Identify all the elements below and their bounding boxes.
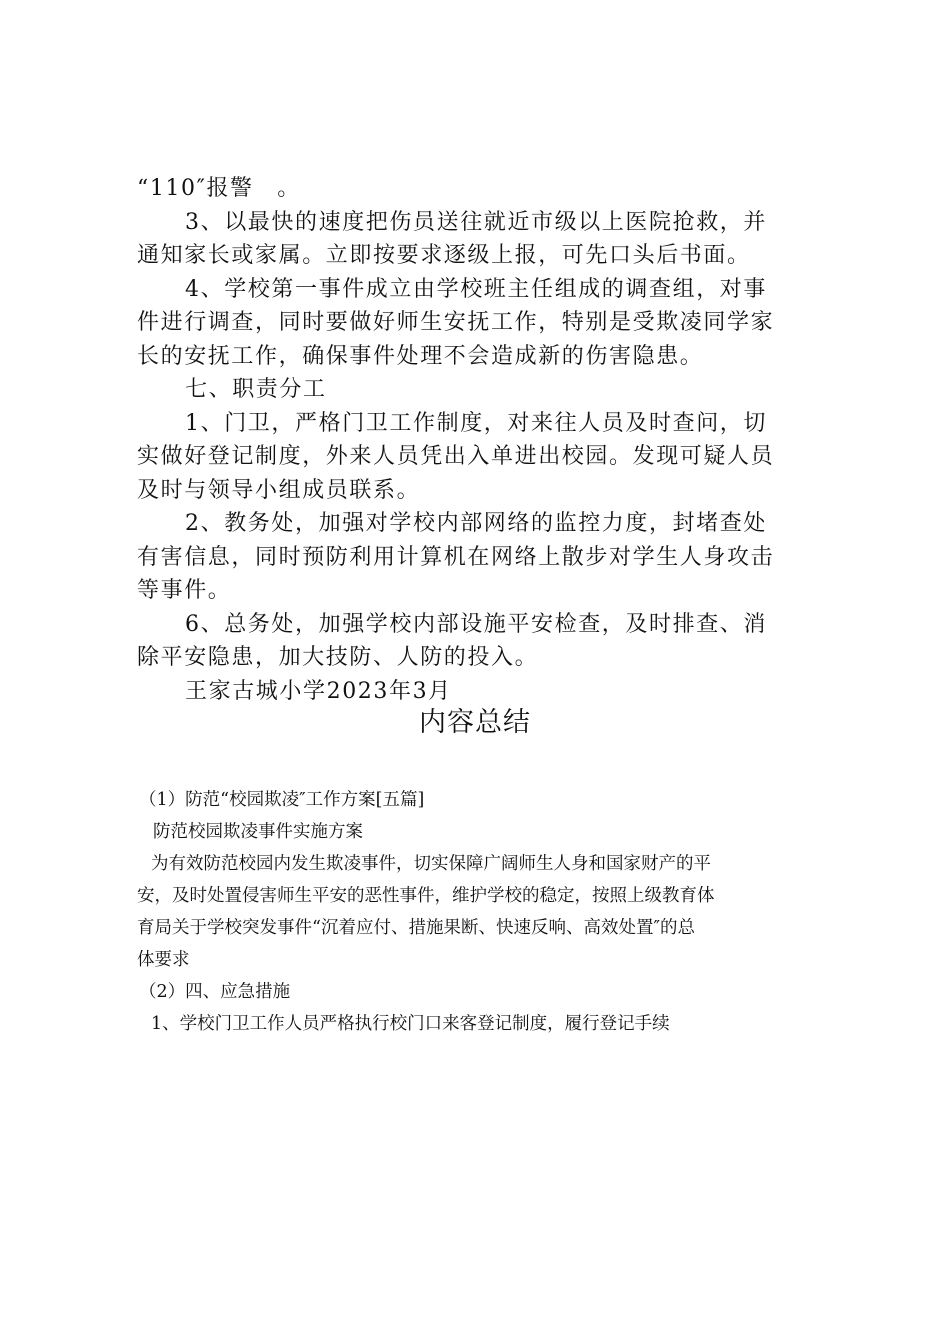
paragraph-line: 除平安隐患，加大技防、人防的投入。 [137,645,539,670]
paragraph-line: 有害信息，同时预防利用计算机在网络上散步对学生人身攻击 [137,544,775,570]
summary-section [137,784,827,1040]
summary-title: 内容总结 [419,707,531,738]
paragraph-line: 实做好登记制度，外来人员凭出入单进出校园。发现可疑人员 [137,444,775,469]
paragraph-line: 1、门卫，严格门卫工作制度，对来往人员及时查问，切 [185,410,767,436]
summary-body-line: 为有效防范校园内发生欺凌事件，切实保障广阔师生人身和国家财产的平 [151,854,711,874]
paragraph-line: 等事件。 [137,578,232,603]
paragraph-line: “110″报警 。 [137,176,301,201]
summary-item-heading: （2）四、应急措施 [139,982,291,1002]
paragraph-line: 3、以最快的速度把伤员送往就近市级以上医院抢救，并 [185,209,767,235]
paragraph-line: 4、学校第一事件成立由学校班主任组成的调查组，对事 [185,276,767,302]
summary-body-line: 体要求 [137,950,190,970]
paragraph-line: 2、教务处，加强对学校内部网络的监控力度，封堵查处 [185,511,767,536]
summary-body-line: 育局关于学校突发事件“沉着应付、措施果断、快速反响、高效处置″的总 [137,918,695,938]
paragraph-line: 长的安抚工作，确保事件处理不会造成新的伤害隐患。 [137,343,704,369]
paragraph-line: 6、总务处，加强学校内部设施平安检查，及时排查、消 [185,611,767,637]
summary-body-line: 安，及时处置侵害师生平安的恶性事件，维护学校的稳定，按照上级教育体 [137,886,715,906]
paragraph-line: 及时与领导小组成员联系。 [137,477,421,503]
summary-item-subtitle: 防范校园欺凌事件实施方案 [153,822,363,842]
document-body [137,172,827,708]
signature-date: 王家古城小学2023年3月 [185,678,452,704]
paragraph-line: 通知家长或家属。立即按要求逐级上报，可先口头后书面。 [137,243,751,268]
summary-item-heading: （1）防范“校园欺凌″工作方案[五篇] [139,790,425,810]
summary-body-line: 1、学校门卫工作人员严格执行校门口来客登记制度，履行登记手续 [151,1014,670,1034]
paragraph-line: 件进行调查，同时要做好师生安抚工作，特别是受欺凌同学家 [137,310,775,335]
section-heading: 七、职责分工 [185,377,327,402]
